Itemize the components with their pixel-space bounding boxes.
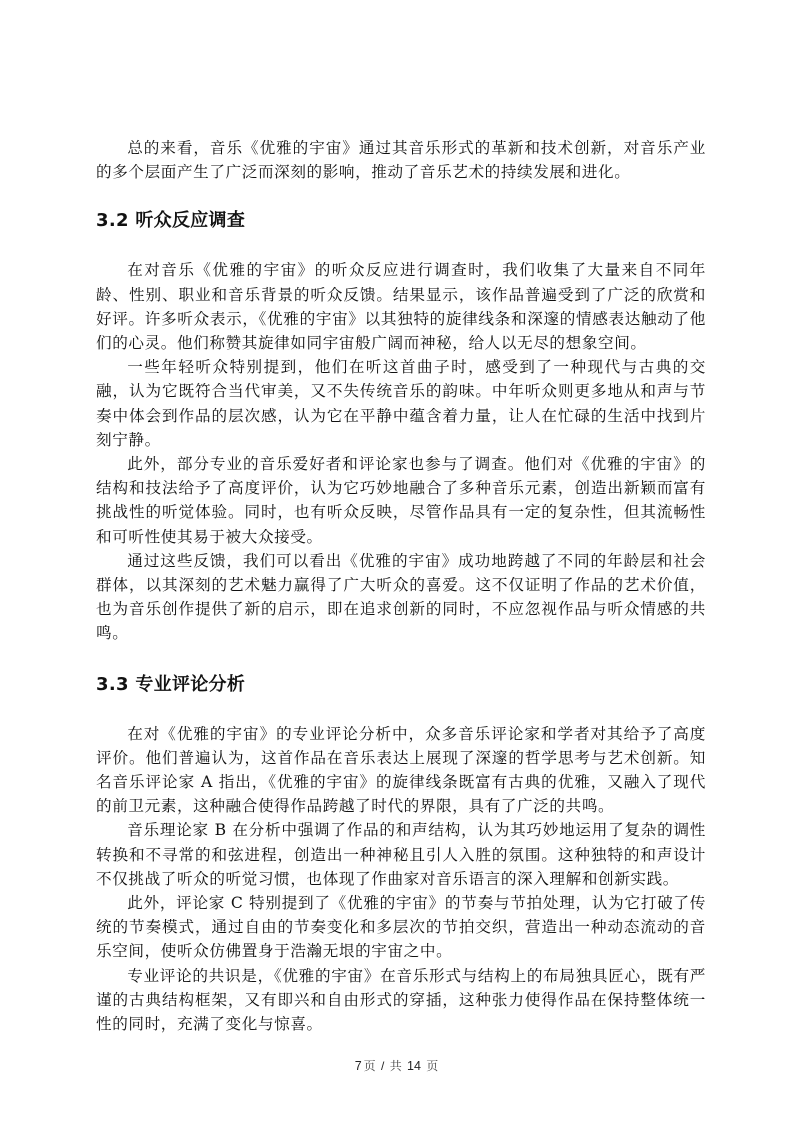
document-page bbox=[96, 136, 706, 1036]
section-heading-3-3: 3.3 专业评论分析 bbox=[96, 673, 246, 695]
section-heading-3-2: 3.2 听众反应调查 bbox=[96, 210, 246, 232]
page-label: 页 bbox=[363, 1059, 376, 1073]
paragraph: 此外，部分专业的音乐爱好者和评论家也参与了调查。他们对《优雅的宇宙》的结构和技法给予了高度评价，认为它巧妙地融合了多种音乐元素，创造出新颖而富有挑战性的听觉体验。同时，也有听众反映，尽管作品具有一定的复杂性，但其流畅性和可听性使其易于被大众接受。 bbox=[96, 455, 706, 546]
total-pages-number: 14 bbox=[407, 1059, 421, 1073]
paragraph: 在对音乐《优雅的宇宙》的听众反应进行调查时，我们收集了大量来自不同年龄、性别、职业和音乐背景的听众反馈。结果显示，该作品普遍受到了广泛的欣赏和好评。许多听众表示，《优雅的宇宙》以其独特的旋律线条和深邃的情感表达触动了他们的心灵。他们称赞其旋律如同宇宙般广阔而神秘，给人以无尽的想象空间。 bbox=[96, 261, 706, 353]
intro-paragraph: 总的来看，音乐《优雅的宇宙》通过其音乐形式的革新和技术创新，对音乐产业的多个层面产生了广泛而深刻的影响，推动了音乐艺术的持续发展和进化。 bbox=[96, 139, 706, 182]
total-prefix: 共 bbox=[389, 1059, 402, 1073]
paragraph: 此外，评论家 C 特别提到了《优雅的宇宙》的节奏与节拍处理，认为它打破了传统的节奏模式，通过自由的节奏变化和多层次的节拍交织，营造出一种动态流动的音乐空间，使听众仿佛置身于浩瀚无垠的宇宙之中。 bbox=[96, 894, 706, 961]
paragraph: 在对《优雅的宇宙》的专业评论分析中，众多音乐评论家和学者对其给予了高度评价。他们普遍认为，这首作品在音乐表达上展现了深邃的哲学思考与艺术创新。知名音乐评论家 A 指出，《优雅的宇宙》的旋律线条既富有古典的优雅，又融入了现代的前卫元素，这种融合使得作品跨越了时代的界限，具有了广泛的共鸣。 bbox=[96, 724, 706, 816]
page-footer bbox=[0, 1057, 793, 1074]
paragraph: 专业评论的共识是，《优雅的宇宙》在音乐形式与结构上的布局独具匠心，既有严谨的古典结构框架，又有即兴和自由形式的穿插，这种张力使得作品在保持整体统一性的同时，充满了变化与惊喜。 bbox=[96, 966, 706, 1034]
paragraph: 一些年轻听众特别提到，他们在听这首曲子时，感受到了一种现代与古典的交融，认为它既符合当代审美，又不失传统音乐的韵味。中年听众则更多地从和声与节奏中体会到作品的层次感，认为它在平静中蕴含着力量，让人在忙碌的生活中找到片刻宁静。 bbox=[96, 358, 706, 449]
current-page-number: 7 bbox=[354, 1059, 362, 1073]
page-separator: / bbox=[381, 1059, 385, 1073]
paragraph: 通过这些反馈，我们可以看出《优雅的宇宙》成功地跨越了不同的年龄层和社会群体，以其深刻的艺术魅力赢得了广大听众的喜爱。这不仅证明了作品的艺术价值，也为音乐创作提供了新的启示，即在追求创新的同时，不应忽视作品与听众情感的共鸣。 bbox=[96, 551, 706, 643]
total-suffix: 页 bbox=[426, 1059, 439, 1073]
paragraph: 音乐理论家 B 在分析中强调了作品的和声结构，认为其巧妙地运用了复杂的调性转换和不寻常的和弦进程，创造出一种神秘且引人入胜的氛围。这种独特的和声设计不仅挑战了听众的听觉习惯，也体现了作曲家对音乐语言的深入理解和创新实践。 bbox=[96, 821, 706, 888]
